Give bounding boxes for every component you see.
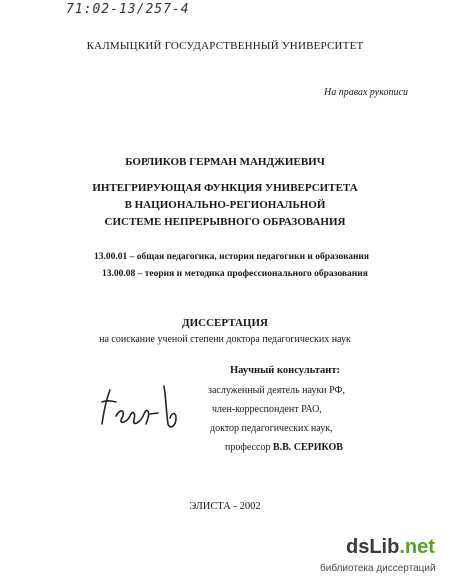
university-name: КАЛМЫЦКИЙ ГОСУДАРСТВЕННЫЙ УНИВЕРСИТЕТ	[86, 40, 364, 52]
archive-code: 71:02-13/257-4	[66, 2, 190, 17]
rights-notice: На правах рукописи	[324, 87, 408, 98]
watermark-subtitle: библиотека диссертаций	[320, 563, 436, 574]
title-line: В НАЦИОНАЛЬНО-РЕГИОНАЛЬНОЙ	[124, 199, 326, 211]
author-name: БОРЛИКОВ ГЕРМАН МАНДЖИЕВИЧ	[125, 156, 325, 168]
watermark-logo: dsLib.net	[346, 536, 435, 558]
consultant-name-line	[225, 442, 343, 453]
specialty-code: 13.00.08 – теория и методика профессионального образования	[102, 269, 368, 279]
specialty-code: 13.00.01 – общая педагогика, история педагогики и образования	[94, 252, 370, 262]
city-year: ЭЛИСТА - 2002	[189, 501, 261, 512]
consultant-heading: Научный консультант:	[230, 365, 340, 376]
consultant-title-prefix: профессор	[225, 442, 271, 453]
consultant-line: член-корреспондент РАО,	[212, 404, 322, 415]
degree-line: на соискание ученой степени доктора педагогических наук	[99, 334, 351, 345]
consultant-line: доктор педагогических наук,	[210, 423, 333, 434]
document-type: ДИССЕРТАЦИЯ	[182, 317, 268, 329]
title-line: ИНТЕГРИРУЮЩАЯ ФУНКЦИЯ УНИВЕРСИТЕТА	[92, 182, 358, 194]
dissertation-title	[0, 180, 450, 231]
consultant-name: В.В. СЕРИКОВ	[272, 442, 343, 453]
handwritten-signature	[96, 380, 186, 436]
consultant-line: заслуженный деятель науки РФ,	[208, 385, 345, 396]
title-line: СИСТЕМЕ НЕПРЕРЫВНОГО ОБРАЗОВАНИЯ	[104, 216, 346, 228]
